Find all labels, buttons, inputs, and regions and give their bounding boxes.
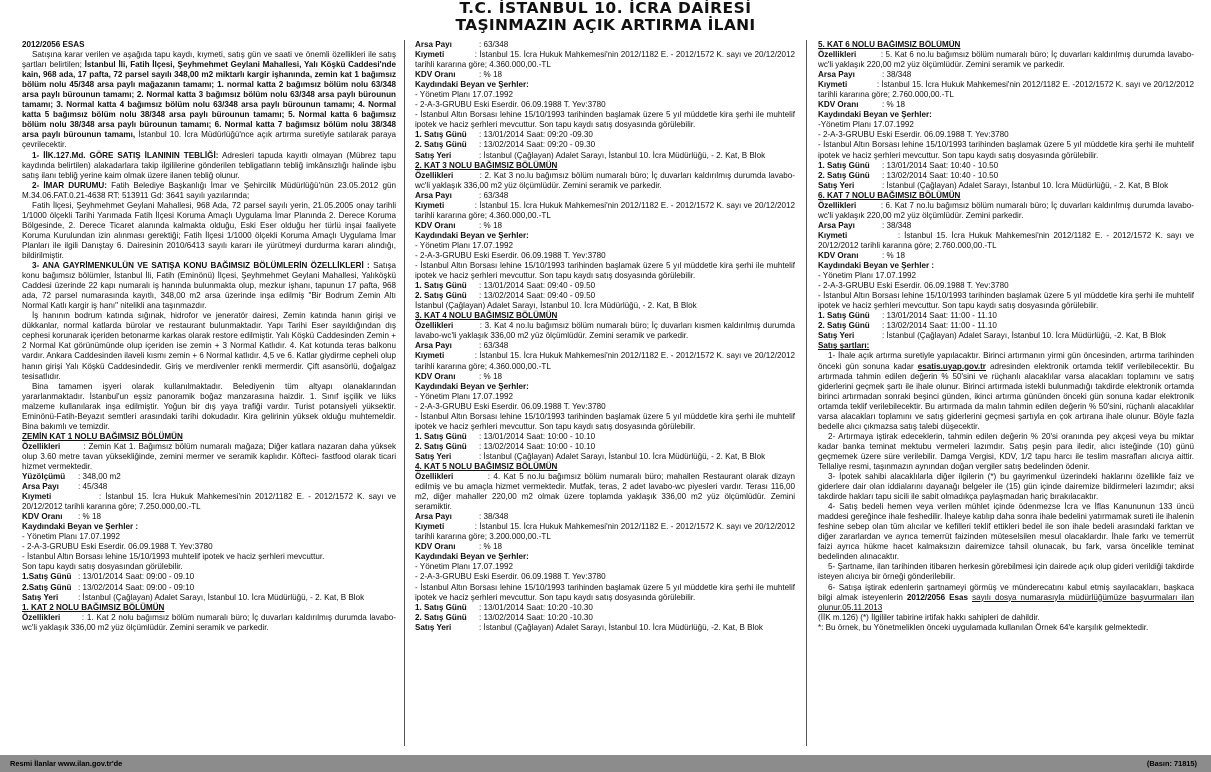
- unit-5-features: [415, 472, 795, 512]
- value-label: Kıymeti: [818, 80, 848, 90]
- sale-place-label: Satış Yeri: [818, 180, 855, 190]
- unit-6-sale-place: [818, 181, 1194, 191]
- condition-1-text: 1- İhale açık artırma suretiyle yapılacaktır. Birinci artırmanın yirmi gün öncesinden, artırma tarihinden önceki gün sonuna kadar: [818, 351, 1194, 371]
- section-3-text-3: Bina tamamen işyeri olarak kullanılmaktadır. Belediyenin tüm altyapı olanaklarından yararlanmaktadır. İstanbul'un eşsiz panoramik boğaz manzarasına haizdir. 1. Sınıf işçilik ve lüks malzeme kullanılarak inşa edilmiştir. Yoğun bir dış yaya trafiği vardır. Turist potansiyeli yüksektir. Eminönü-Fatih-Beyazıt semtleri arasındaki tarihi dokudadır. Kira gelirinin yüksek olduğu muhtemeldir. Bina bakımlı ve temizdir.: [22, 381, 396, 431]
- share-label: Arsa Payı: [818, 70, 855, 80]
- sale-day-value: : 13/02/2014 Saat: 10:00 - 10.10: [479, 441, 596, 451]
- sale-day-value: : 13/01/2014 Saat: 09:00 - 09.10: [78, 572, 195, 582]
- unit-2-sale-day-1: [415, 130, 795, 140]
- sale-day-label: 1. Satış Günü: [818, 311, 870, 321]
- unit-1-features: [22, 442, 396, 472]
- sale-place-value: : İstanbul (Çağlayan) Adalet Sarayı, İstanbul 10. İcra Müdürlüğü, - 2. Kat, B Blok: [882, 180, 1169, 190]
- section-3-title: 3- ANA GAYRİMENKULÜN VE SATIŞA KONU BAĞIMSIZ BÖLÜMLERİN ÖZELLİKLERİ :: [32, 261, 370, 271]
- unit-2-value: [415, 50, 795, 70]
- unit-3-value: [415, 201, 795, 221]
- unit-5-title: 4. KAT 5 NOLU BAĞIMSIZ BÖLÜMÜN: [415, 461, 558, 471]
- vat-label: KDV Oranı: [415, 220, 456, 230]
- vat-label: KDV Oranı: [415, 371, 456, 381]
- unit-3-sale-day-2: [415, 291, 795, 301]
- condition-6-text-2: sayılı dosya numarasıyla müdürlüğümüze başvurmaları ilan olunur.05.11.2013: [818, 592, 1194, 612]
- share-label: Arsa Payı: [22, 482, 59, 492]
- area-label: Yüzölçümü: [22, 472, 66, 482]
- unit-4-features: [415, 321, 795, 341]
- condition-1: [818, 351, 1194, 431]
- unit-7-value: [818, 231, 1194, 251]
- share-label: Arsa Payı: [415, 341, 452, 351]
- sale-place-label: Satış Yeri: [415, 150, 452, 160]
- sale-day-label: 2.Satış Günü: [22, 582, 72, 592]
- unit-7-features: [818, 201, 1194, 221]
- unit-2-vat-row: [415, 70, 795, 80]
- vat-value: : % 18: [479, 70, 502, 80]
- unit-1-vat-row: [22, 512, 396, 522]
- section-1: [22, 151, 396, 181]
- column-2: [415, 40, 795, 752]
- sale-day-label: 2. Satış Günü: [415, 441, 467, 451]
- section-2-text: Fatih Belediye Başkanlığı İmar ve Şehircilik Müdürlüğü'nün 23.05.2012 gün M.34.06.FAT.0.21-4638 RT: 513911 Gd: 3641 sayılı yazılarında;: [22, 180, 396, 200]
- sale-day-value: : 13/02/2014 Saat: 09:00 - 09:10: [78, 582, 195, 592]
- share-value: : 38/348: [882, 220, 912, 230]
- unit-2-features: [22, 613, 396, 633]
- share-value: : 63/348: [479, 190, 509, 200]
- sale-place-value: : İstanbul (Çağlayan) Adalet Sarayı, İstanbul 10. İcra Müdürlüğü, - 2. Kat, B Blok: [479, 150, 766, 160]
- annotation-line: - Yönetim Planı 17.07.1992: [415, 240, 513, 250]
- sale-day-label: 1. Satış Günü: [415, 130, 467, 140]
- unit-7-sale-day-1: [818, 311, 1194, 321]
- unit-2-sale-place: [415, 151, 795, 161]
- unit-5-sale-day-1: [415, 603, 795, 613]
- section-2-title: 2- İMAR DURUMU:: [32, 180, 107, 190]
- unit-7-title: 6. KAT 7 NOLU BAĞIMSIZ BÖLÜMÜN: [818, 190, 961, 200]
- unit-1-annotations-title: Kaydındaki Beyan ve Şerhler :: [22, 522, 139, 532]
- unit-3-sale-day-1: [415, 281, 795, 291]
- unit-1-sale-place: [22, 593, 396, 603]
- features-label: Özellikleri: [22, 612, 61, 622]
- section-2-text-2: Fatih İlçesi, Şeyhmehmet Geylani Mahallesi, 968 Ada, 72 parsel sayılı yerin, 21.05.2005 onay tarihli 1/1000 ölçekli Tarihi Yarımada Fatih İlçesi Koruma Amaçlı Uygulama İmar Planında 2. Derece Koruma Bölgesinde, 2. Derece Ticaret alanında kalmakta olduğu, Eski Eser olduğu her türlü inşai faaliyete Koruma Kurulundan izin alınması gerektiği; Fatih İlçesi 1/1000 ölçekli Koruma Amaçlı Uygulama İmar Planları ile ilgili Danıştay 6. Dairesinin 2010/6413 sayılı kararı ile yürütmeyi durdurma kararı alındığı, bildirilmiştir.: [22, 200, 396, 260]
- features-value: : Zemin Kat 1. Bağımsız bölüm numaralı mağaza; Diğer katlara nazaran daha yüksek olup 3.60 metre tavan yüksekliğinde, zemini mermer ve seramik kaplıdır. Köfteci- fastfood olarak ticari hizmet vermektedir.: [22, 441, 396, 471]
- unit-6-features: [818, 50, 1194, 70]
- unit-6-sale-day-2: [818, 171, 1194, 181]
- share-value: : 45/348: [78, 482, 108, 492]
- sale-day-value: : 13/01/2014 Saat: 10:20 -10.30: [479, 602, 593, 612]
- annotation-line: - 2-A-3-GRUBU Eski Eserdir. 06.09.1988 T. Yev:3780: [415, 100, 606, 110]
- section-3-text-2: İş hanının bodrum katında sığınak, hidrofor ve jeneratör dairesi, Zemin katında hanın girişi ve dükkanlar, normal katlarda bürolar ve restaurant bulunmaktadır. Yapı Tarihi Eser sayıldığından dış cephesi korunarak içeriden betonarme karkas olarak restore edilmiştir. Yalı Köşkü Caddesinden Zemin + 2 Normal Kat görünümünde olup içeriden ise zemin + 3 Normal Katlıdır. 4. Kat kotunda teras balkonu vardır. Ankara Caddesinden ilaveli kısmı zemin + 6 Normal katlıdır. 4,5 ve 6. Katlar giydirme cepheli olup hanın girişi Yalı Köşkü Caddesindedir. Giriş ve merdivenler renkli mermerdir. Çift asansörlü, doğalgaz tesisatlıdır.: [22, 311, 396, 381]
- features-value: : 5. Kat 6 no.lu bağımsız bölüm numaralı büro; İç duvarları kaldırılmış durumda lavabo-wc'li yaklaşık 220,00 m2 yüz ölçümlüdür. Zemini seramik ve parkedir.: [818, 50, 1194, 70]
- header-line-1: T.C. İSTANBUL 10. İCRA DAİRESİ: [459, 0, 752, 17]
- unit-5-annotations-title: Kaydındaki Beyan ve Şerhler:: [415, 552, 529, 562]
- share-value: : 38/348: [479, 512, 509, 522]
- sale-place-value: : İstanbul (Çağlayan) Adalet Sarayı, İstanbul 10. İcra Müdürlüğü, -2. Kat, B Blok: [882, 331, 1166, 341]
- sale-day-value: : 13/02/2014 Saat: 09:20 - 09.30: [479, 140, 596, 150]
- value-text: : İstanbul 15. İcra Hukuk Mahkemesi'nin 2012/1182 E. - 2012/1572 K. sayı ve 20/12/2012 tarihli kararına göre; 3.200.000,00.-TL: [415, 522, 795, 542]
- unit-5-sale-place: [415, 623, 795, 633]
- unit-7-share-row: [818, 221, 1194, 231]
- sale-day-label: 1. Satış Günü: [415, 602, 467, 612]
- sale-day-value: : 13/01/2014 Saat: 11:00 - 11.10: [882, 311, 997, 321]
- value-label: Kıymeti: [415, 50, 445, 60]
- features-value: : 1. Kat 2 nolu bağımsız bölüm numaralı büro; İç duvarları kaldırılmış durumda lavabo- wc'li yaklaşık 336,00 m2 yüz ölçümlüdür. Zemini seramik ve parkedir.: [22, 612, 396, 632]
- intro-text: Satışına karar verilen ve aşağıda tapu kaydı, kıymeti, satış gün ve saati ve önemli özellikleri ile satış şartları belirtilen;: [22, 50, 396, 70]
- share-label: Arsa Payı: [415, 40, 452, 49]
- unit-6-sale-day-1: [818, 161, 1194, 171]
- sale-day-value: : 13/02/2014 Saat: 10:20 -10.30: [479, 612, 593, 622]
- annotation-line: - 2-A-3-GRUBU Eski Eserdir. 06.09.1988 T. Yev:3780: [415, 401, 606, 411]
- unit-4-sale-day-1: [415, 432, 795, 442]
- sale-day-label: 2. Satış Günü: [818, 170, 870, 180]
- sale-place-value: : İstanbul (Çağlayan) Adalet Sarayı, İstanbul 10. İcra Müdürlüğü, -2. Kat, B Blok: [479, 622, 763, 632]
- share-label: Arsa Payı: [415, 512, 452, 522]
- features-value: : 2. Kat 3 no.lu bağımsız bölüm numaralı büro; İç duvarları kaldırılmış durumda lavabo-wc'li yaklaşık 336,00 m2 yüz ölçümlüdür. Zemini seramik ve parkedir.: [415, 170, 795, 190]
- unit-5-value: [415, 522, 795, 542]
- unit-7-annotations-title: Kaydındaki Beyan ve Şerhler :: [818, 261, 935, 271]
- sale-place-label: Satış Yeri: [818, 331, 855, 341]
- unit-2-annotations-title: Kaydındaki Beyan ve Şerhler:: [415, 80, 529, 90]
- vat-label: KDV Oranı: [22, 512, 63, 522]
- sale-day-label: 2. Satış Günü: [818, 321, 870, 331]
- intro-paragraph: [22, 50, 396, 150]
- intro-text-end: İstanbul 10. İcra Müdürlüğü'nce açık artırma suretiyle satılarak paraya çevrilecektir.: [22, 130, 396, 150]
- vat-label: KDV Oranı: [818, 100, 859, 110]
- value-label: Kıymeti: [415, 200, 445, 210]
- unit-1-share-row: [22, 482, 396, 492]
- unit-3-vat-row: [415, 221, 795, 231]
- value-label: Kıymeti: [415, 351, 445, 361]
- section-1-text: Adresleri tapuda kayıtlı olmayan (Mübrez tapu kaydında belirtilen) alakadarlara takip ilgililerine gönderilen tebligatların tebliğ imkânsızlığı halinde işbu satış ilanı tebliğ yerine kaim olmak üzere ilanen tebliğ olunur.: [22, 150, 396, 180]
- unit-3-share-row: [415, 191, 795, 201]
- condition-3: 3- İpotek sahibi alacaklılarla diğer ilgilerin (*) bu gayrimenkul üzerindeki haklarını özellikle faiz ve giderlere dair olan iddialarını dayanağı belgeler ile (15) gün içinde dairemize bildirmeleri lazımdır; aksi takdirde hakları tapu sicili ile sabit olmadıkça paylaşmadan hariç bırakılacaktır.: [818, 472, 1194, 502]
- share-label: Arsa Payı: [818, 220, 855, 230]
- unit-3-title: 2. KAT 3 NOLU BAĞIMSIZ BÖLÜMÜN: [415, 160, 558, 170]
- sale-place-label: Satış Yeri: [415, 451, 452, 461]
- value-label: Kıymeti: [22, 492, 52, 502]
- area-value: : 348,00 m2: [78, 472, 121, 482]
- unit-6-title: 5. KAT 6 NOLU BAĞIMSIZ BÖLÜMÜN: [818, 40, 961, 49]
- sale-day-label: 2. Satış Günü: [415, 612, 467, 622]
- sale-place-label: Satış Yeri: [22, 592, 59, 602]
- annotation-line: - 2-A-3-GRUBU Eski Eserdir. 06.09.1988 T. Yev:3780: [415, 250, 606, 260]
- sale-day-value: : 13/02/2014 Saat: 09:40 - 09.50: [479, 291, 596, 301]
- annotation-line: - Yönetim Planı 17.07.1992: [818, 271, 916, 281]
- esatis-link[interactable]: esatis.uyap.gov.tr: [917, 361, 986, 371]
- sale-place-value: : İstanbul (Çağlayan) Adalet Sarayı, İstanbul 10. İcra Müdürlüğü, - 2. Kat, B Blok: [479, 451, 766, 461]
- share-value: : 63/348: [479, 341, 509, 351]
- features-value: : 6. Kat 7 no.lu bağımsız bölüm numaralı büro; İç duvarları kaldırılmış durumda lavabo-wc'li yaklaşık 220,00 m2 yüz ölçümlüdür. Zemini parkedir.: [818, 200, 1194, 220]
- sale-day-label: 1. Satış Günü: [818, 160, 870, 170]
- unit-1-sale-day-2: [22, 583, 396, 593]
- annotation-line: - Yönetim Planı 17.07.1992: [415, 391, 513, 401]
- unit-4-value: [415, 351, 795, 371]
- vat-value: : % 18: [479, 371, 502, 381]
- features-label: Özellikleri: [818, 50, 857, 60]
- annotation-line: - Yönetim Planı 17.07.1992: [22, 532, 120, 542]
- unit-1-area-row: [22, 472, 396, 482]
- condition-1-text-2: adresinden elektronik ortamda teklif verilebilecektir. Bu artırmada tahmin edilen değerin % 50'sini ve rüçhanlı alacaklılar varsa alacakları toplamını ve satış giderlerini geçmek şartı ile ihale olunur. Birinci artırmada istekli bulunmadığı takdirde elektronik ortamda birinci artırmadan sonraki beşinci günden, ikinci artırma gününden önceki gün sonuna kadar elektronik ortamda teklif verilebilecektir. Bu artırmada da malın tahmin edilen değerin % 50'sini, rüçhanlı alacaklılar varsa alacakları toplamını ve satış giderlerini geçmesi şartıyla en çok artırana ihale olunur. Böyle fazla bedelle alıcı çıkmazsa satış talebi düşecektir.: [818, 361, 1194, 431]
- unit-5-share-row: [415, 512, 795, 522]
- annotation-line: - İstanbul Altın Borsası lehine 15/10/1993 tarihinden başlamak üzere 5 yıl müddetle kira şerhi ile muhtelif ipotek ve haciz şerhleri mevcuttur. Son tapu kaydı satış dosyasında görülebilir.: [415, 582, 795, 602]
- vat-value: : % 18: [479, 220, 502, 230]
- sale-day-label: 2. Satış Günü: [415, 291, 467, 301]
- sale-place-value: : İstanbul (Çağlayan) Adalet Sarayı, İstanbul 10. İcra Müdürlüğü, - 2. Kat, B Blok: [78, 592, 365, 602]
- value-label: Kıymeti: [818, 230, 848, 240]
- annotation-line: - 2-A-3-GRUBU Eski Eserdir. 06.09.1988 T. Yev:3780: [415, 572, 606, 582]
- value-text: : İstanbul 15. İcra Hukuk Mahkemesi'nin 2012/1182 E. - 2012/1572 K. sayı ve 20/12/2012 tarihli kararına göre; 7.250.000,00.-TL: [22, 492, 396, 512]
- unit-4-vat-row: [415, 372, 795, 382]
- unit-4-title: 3. KAT 4 NOLU BAĞIMSIZ BÖLÜMÜN: [415, 311, 558, 321]
- share-value: : 38/348: [882, 70, 912, 80]
- value-text: : İstanbul 15. İcra Hukuk Mahkemesi'nin 2012/1182 E. - 2012/1572 K. sayı ve 20/12/2012 tarihli kararına göre; 4.360.000,00.-TL: [415, 50, 795, 70]
- sale-conditions-title: Satış şartları:: [818, 341, 870, 351]
- annotation-line: - Yönetim Planı 17.07.1992: [415, 90, 513, 100]
- value-label: Kıymeti: [415, 522, 445, 532]
- unit-2-title: 1. KAT 2 NOLU BAĞIMSIZ BÖLÜMÜN: [22, 602, 165, 612]
- features-label: Özellikleri: [22, 441, 61, 451]
- vat-label: KDV Oranı: [415, 542, 456, 552]
- sale-day-value: : 13/01/2014 Saat: 09:20 -09.30: [479, 130, 593, 140]
- sale-day-value: : 13/01/2014 Saat: 10:00 - 10.10: [479, 431, 596, 441]
- unit-4-share-row: [415, 341, 795, 351]
- column-divider: [806, 40, 807, 746]
- annotation-line: Son tapu kaydı satış dosyasından görülebilir.: [22, 562, 183, 572]
- vat-label: KDV Oranı: [818, 250, 859, 260]
- sale-day-label: 2. Satış Günü: [415, 140, 467, 150]
- unit-5-sale-day-2: [415, 613, 795, 623]
- condition-2: 2- Artırmaya iştirak edeceklerin, tahmin edilen değerin % 20'si oranında pey akçesi veya bu miktar kadar banka teminat mektubu vermeleri lazımdır. Satış peşin para iledir, alıcı isteğinde (10) günü geçmemek üzere süre verilebilir. Damga Vergisi, KDV, 1/2 tapu harcı ile teslim masrafları alıcıya aittir. Tellaliye resmi, taşınmazın aynından doğan vergiler satış bedelinden ödenir.: [818, 431, 1194, 471]
- annotation-line: - Yönetim Planı 17.07.1992: [415, 562, 513, 572]
- unit-7-sale-place: [818, 331, 1194, 341]
- section-1-title: 1- İİK.127.Md. GÖRE SATIŞ İLANININ TEBLİĞİ:: [32, 150, 219, 160]
- column-3: [818, 40, 1194, 752]
- condition-6-text: 6- Satışa iştirak edenlerin şartnameyi görmüş ve münderecatını kabul etmiş sayılacakları, başkaca bilgi almak isteyenlerin: [818, 582, 1194, 602]
- ad-header: [0, 0, 1211, 36]
- annotation-line: - İstanbul Altın Borsası lehine 15/10/1993 muhtelif ipotek ve haciz şerhleri mevcuttur.: [22, 552, 325, 562]
- unit-3-features: [415, 171, 795, 191]
- section-3: [22, 261, 396, 311]
- unit-4-sale-day-2: [415, 442, 795, 452]
- value-text: : İstanbul 15. İcra Hukuk Mahkemesi'nin 2012/1182 E. - 2012/1572 K. sayı ve 20/12/2012 tarihli kararına göre; 4.360.000,00.-TL: [415, 200, 795, 220]
- unit-7-vat-row: [818, 251, 1194, 261]
- condition-6-esas: 2012/2056 Esas: [906, 592, 969, 602]
- condition-4: 4- Satış bedeli hemen veya verilen mühlet içinde ödenmezse İcra ve İflas Kanununun 133 üncü maddesi gereğince ihale feshedilir. İhaleye katılıp daha sonra ihale bedelini yatırmamak sureti ile ihalenin feshine sebep olan tüm alıcılar ve kefilleri teklif ettikleri bedel ile son ihale bedeli arasındaki farktan ve diğer zararlardan ve ayrıca temerrüt faizinden müteselsilen mesul olacaklardır. İhale farkı ve temerrüt faizi ayrıca hükme hacet kalmaksızın dairemizce tahsil olunacak, bu fark, varsa öncelikle teminat bedelinden alınacaktır.: [818, 502, 1194, 562]
- footer-press-number: (Basın: 71815): [1146, 759, 1197, 768]
- features-label: Özellikleri: [415, 321, 454, 331]
- unit-1-title: ZEMİN KAT 1 NOLU BAĞIMSIZ BÖLÜMÜN: [22, 431, 183, 441]
- footer-bar: [0, 755, 1211, 772]
- sale-day-value: : 13/01/2014 Saat: 10:40 - 10.50: [882, 160, 999, 170]
- share-value: : 63/348: [479, 40, 509, 49]
- unit-6-value: [818, 80, 1194, 100]
- annotation-line: - 2-A-3-GRUBU Eski Eserdir. 06.09.1988 T. Yev:3780: [818, 281, 1009, 291]
- value-text: : İstanbul 15. İcra Hukuk Mahkemesi'nin 2012/1182 E. - 2012/1572 K. sayı ve 20/12/2012 tarihli kararına göre; 4.360.000,00.-TL: [415, 351, 795, 371]
- features-label: Özellikleri: [415, 170, 454, 180]
- annotation-line: - İstanbul Altın Borsası lehine 15/10/1993 tarihinden başlamak üzere 5 yıl müddetle kira şerhi ile muhtelif ipotek ve haciz şerhleri mevcuttur. Son tapu kaydı satış dosyasında görülebilir.: [415, 411, 795, 431]
- unit-2-share-row: [415, 40, 795, 50]
- unit-6-vat-row: [818, 100, 1194, 110]
- footnote-2: *: Bu örnek, bu Yönetmeliklen önceki uygulamada kullanılan Örnek 64'e karşılık gelmektedir.: [818, 622, 1149, 632]
- sale-day-value: : 13/01/2014 Saat: 09:40 - 09.50: [479, 281, 596, 291]
- unit-4-annotations-title: Kaydındaki Beyan ve Şerhler:: [415, 381, 529, 391]
- header-line-2: TAŞINMAZIN AÇIK ARTIRMA İLANI: [455, 16, 756, 34]
- sale-place-label: Satış Yeri: [415, 622, 452, 632]
- features-label: Özellikleri: [415, 472, 454, 482]
- annotation-line: - İstanbul Altın Borsası lehine 15/10/1993 tarihinden başlamak üzere 5 yıl müddetle kira şerhi ile muhtelif ipotek ve haciz şerhleri mevcuttur. Son tapu kaydı satış dosyasında görülebilir.: [818, 291, 1194, 311]
- unit-6-annotations-title: Kaydındaki Beyan ve Şerhler:: [818, 110, 932, 120]
- annotation-line: - 2-A-3-GRUBU Eski Eserdir. 06.09.1988 T. Yev:3780: [22, 542, 213, 552]
- footer-source: Resmi İlanlar www.ilan.gov.tr'de: [10, 759, 123, 768]
- features-label: Özellikleri: [818, 200, 857, 210]
- condition-5: 5- Şartname, ilan tarihinden itibaren herkesin görebilmesi için dairede açık olup gideri verildiği takdirde isteyen alıcıya bir örneği gönderilebilir.: [818, 562, 1194, 582]
- value-text: : İstanbul 15. İcra Hukuk Mahkemesi'nin 2012/1182 E. - 2012/1572 K. sayı ve 20/12/2012 tarihli kararına göre; 2.760.000,00.-TL: [818, 230, 1194, 250]
- vat-value: : % 18: [479, 542, 502, 552]
- features-value: : 3. Kat 4 no.lu bağımsız bölüm numaralı büro; İç duvarları kısmen kaldırılmış durumda lavabo-wc'li yaklaşık 336,00 m2 yüz ölçümlüdür. Zemini seramik ve parkedir.: [415, 321, 795, 341]
- vat-value: : % 18: [882, 100, 905, 110]
- condition-6: [818, 583, 1194, 613]
- unit-3-annotations-title: Kaydındaki Beyan ve Şerhler:: [415, 230, 529, 240]
- annotation-line: - İstanbul Altın Borsası lehine 15/10/1993 tarihinden başlamak üzere 5 yıl müddetle kira şerhi ile muhtelif ipotek ve haciz şerhleri mevcuttur. Son tapu kaydı satış dosyasında görülebilir.: [415, 110, 795, 130]
- vat-label: KDV Oranı: [415, 70, 456, 80]
- unit-1-sale-day-1: [22, 572, 396, 582]
- section-3-text: Satışa konu bağımsız bölümler, İstanbul İli, Fatih (Eminönü) İlçesi, Şeyhmehmet Geylani Mahallesi, Yalıköşkü Caddesi üzerinde 22 kapı numaralı iş hanında bulunmakta olup, mezkur işhanı, tapunun 17 pafta, 968 ada, 72 parsel numarasında kayıtlı, 348,00 m2 arsa üzerinde inşa edilmiş "Bir Bodrum Zemin Altı Normal Katlı kargir iş hanı" nitelikli ana taşınmazdır.: [22, 261, 396, 311]
- vat-value: : % 18: [882, 250, 905, 260]
- sale-day-label: 1.Satış Günü: [22, 572, 72, 582]
- column-1: [22, 40, 396, 752]
- annotation-line: - İstanbul Altın Borsası lehine 15/10/1993 tarihinden başlamak üzere 5 yıl müddetle kira şerhi ile muhtelif ipotek ve haciz şerhleri mevcuttur. Son tapu kaydı satış dosyasında görülebilir.: [818, 140, 1194, 160]
- sale-day-value: : 13/02/2014 Saat: 11:00 - 11.10: [882, 321, 997, 331]
- features-value: : 4. Kat 5 no.lu bağımsız bölüm numaralı büro; mahallen Restaurant olarak dizayn edilmiş ve bu amaçla hizmet vermektedir. Mutfak, teras, 2 adet lavabo-wc piyesleri vardır. Terası 116,00 m2, diğer mahaller 220,00 m2 olmak üzere toplamda yaklaşık 336,00 m2 yüz ölçümlüdür. Zemini seramiktir.: [415, 472, 795, 512]
- sale-day-label: 1. Satış Günü: [415, 431, 467, 441]
- esas-number: 2012/2056 ESAS: [22, 40, 85, 49]
- annotation-line: -Yönetim Planı 17.07.1992: [818, 120, 914, 130]
- unit-1-value: [22, 492, 396, 512]
- intro-property-text: İstanbul İli, Fatih İlçesi, Şeyhmehmet Geylani Mahallesi, Yalı Köşkü Caddesi'nde kain, 968 ada, 17 pafta, 72 parsel sayılı 348,00 m2 miktarlı kargir işhanında, zemin kat 1 bağımsız bölüm nolu 45/348 arsa paylı mağazanın tamamı; 1. normal katta 2 bağımsız bölüm nolu 63/348 arsa paylı bürounun tamamı; 2. Normal katta 3 bağımsız bölüm nolu 63/348 arsa paylı bürounun tamamı; 3. Normal katta 4 bağımsız bölüm nolu 63/348 arsa paylı bürounun tamamı; 4. Normal katta 5 bağımsız bölüm nolu 38/348 arsa paylı bürounun tamamı; 5. Normal katta 6 bağımsız bölüm nolu 38/348 arsa paylı bürounun tamamı; 6. Normal katta 7 bağımsız bölüm nolu 38/348 arsa paylı bürounun tamamı,: [22, 60, 396, 140]
- section-2: [22, 181, 396, 201]
- footnote-1: (İİK m.126) (*) İlgililer tabirine irtifak hakkı sahipleri de dahildir.: [818, 612, 1040, 622]
- unit-2-sale-day-2: [415, 140, 795, 150]
- unit-6-share-row: [818, 70, 1194, 80]
- value-text: : İstanbul 15. İcra Hukuk Mahkemesi'nin 2012/1182 E. -2012/1572 K. sayı ve 20/12/2012 tarihli kararına göre; 2.760.000,00.-TL: [818, 80, 1194, 100]
- annotation-line: - 2-A-3-GRUBU Eski Eserdir. 06.09.1988 T. Yev:3780: [818, 130, 1009, 140]
- column-divider: [404, 40, 405, 746]
- sale-day-label: 1. Satış Günü: [415, 281, 467, 291]
- annotation-line: - İstanbul Altın Borsası lehine 15/10/1993 tarihinden başlamak üzere 5 yıl müddetle kira şerhi ile muhtelif ipotek ve haciz şerhleri mevcuttur. Son tapu kaydı satış dosyasında görülebilir.: [415, 261, 795, 281]
- unit-5-vat-row: [415, 542, 795, 552]
- share-label: Arsa Payı: [415, 190, 452, 200]
- vat-value: : % 18: [78, 512, 101, 522]
- unit-4-sale-place: [415, 452, 795, 462]
- sale-day-value: : 13/02/2014 Saat: 10:40 - 10.50: [882, 170, 999, 180]
- unit-3-sale-place: İstanbul (Çağlayan) Adalet Sarayı, İstanbul 10. İcra Müdürlüğü, - 2. Kat, B Blok: [415, 301, 697, 311]
- unit-7-sale-day-2: [818, 321, 1194, 331]
